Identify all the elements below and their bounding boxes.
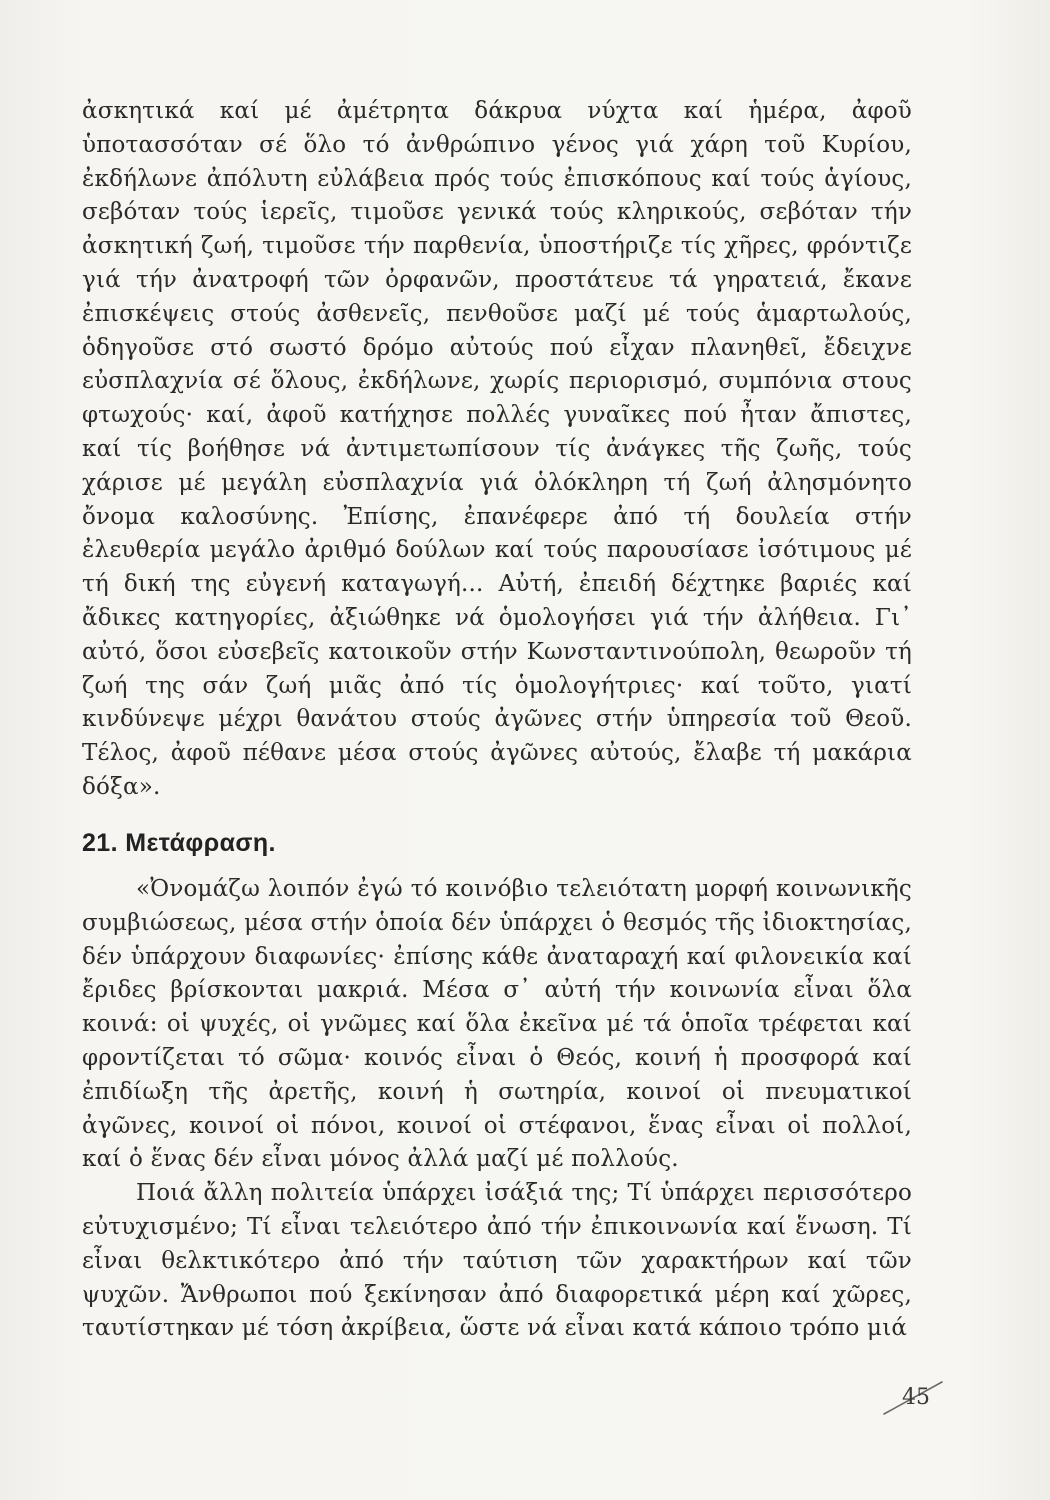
page-number: 45: [902, 1385, 930, 1410]
section-heading: 21. Μετάφραση.: [82, 829, 276, 857]
continuation-text: [82, 95, 912, 805]
translation-paragraph-1: «Ὀνομάζω λοιπόν ἐγώ τό κοινόβιο τελειότατη μορφή κοινωνικῆς συμβιώσεως, μέσα στήν ὁποία δέν ὑπάρχει ὁ θεσμός τῆς ἰδιοκτησίας, δέν ὑπάρχουν διαφωνίες· ἐπίσης κάθε ἀναταραχή καί φιλονεικία καί ἔριδες βρίσκονται μακριά. Μέσα σ᾽ αὐτή τήν κοινωνία εἶναι ὅλα κοινά: οἱ ψυχές, οἱ γνῶμες καί ὅλα ἐκεῖνα μέ τά ὁποῖα τρέφεται καί φροντίζεται τό σῶμα· κοινός εἶναι ὁ Θεός, κοινή ἡ προσφορά καί ἐπιδίωξη τῆς ἀρετῆς, κοινή ἡ σωτηρία, κοινοί οἱ πνευματικοί ἀγῶνες, κοινοί οἱ πόνοι, κοινοί οἱ στέφανοι, ἕνας εἶναι οἱ πολλοί, καί ὁ ἕνας δέν εἶναι μόνος ἀλλά μαζί μέ πολλούς.: [82, 876, 912, 1173]
continuation-paragraph: ἀσκητικά καί μέ ἀμέτρητα δάκρυα νύχτα καί ἡμέρα, ἀφοῦ ὑποτασσόταν σέ ὅλο τό ἀνθρώπινο γένος γιά χάρη τοῦ Κυρίου, ἐκδήλωνε ἀπόλυτη εὐλάβεια πρός τούς ἐπισκόπους καί τούς ἁγίους, σεβόταν τούς ἱερεῖς, τιμοῦσε γενικά τούς κληρικούς, σεβόταν τήν ἀσκητική ζωή, τιμοῦσε τήν παρθενία, ὑποστήριζε τίς χῆρες, φρόντιζε γιά τήν ἀνατροφή τῶν ὀρφανῶν, προστάτευε τά γηρατειά, ἔκανε ἐπισκέψεις στούς ἀσθενεῖς, πενθοῦσε μαζί μέ τούς ἁμαρτωλούς, ὁδηγοῦσε στό σωστό δρόμο αὐτούς πού εἶχαν πλανηθεῖ, ἔδειχνε εὐσπλαχνία σέ ὅλους, ἐκδήλωνε, χωρίς περιορισμό, συμπόνια στους φτωχούς· καί, ἀφοῦ κατήχησε πολλές γυναῖκες πού ἦταν ἄπιστες, καί τίς βοήθησε νά ἀντιμετωπίσουν τίς ἀνάγκες τῆς ζωῆς, τούς χάρισε μέ μεγάλη εὐσπλαχνία γιά ὁλόκληρη τή ζωή ἀλησμόνητο ὄνομα καλοσύνης. Ἐπίσης, ἐπανέφερε ἀπό τή δουλεία στήν ἐλευθερία μεγάλο ἀριθμό δούλων καί τούς παρουσίασε ἰσότιμους μέ τή δική της εὐγενή καταγωγή... Αὐτή, ἐπειδή δέχτηκε βαριές καί ἄδικες κατηγορίες, ἀξιώθηκε νά ὁμολογήσει γιά τήν ἀλήθεια. Γι᾽ αὐτό, ὅσοι εὐσεβεῖς κατοικοῦν στήν Κωνσταντινούπολη, θεωροῦν τή ζωή της σάν ζωή μιᾶς ἀπό τίς ὁμολογήτριες· καί τοῦτο, γιατί κινδύνεψε μέχρι θανάτου στούς ἀγῶνες στήν ὑπηρεσία τοῦ Θεοῦ. Τέλος, ἀφοῦ πέθανε μέσα στούς ἀγῶνες αὐτούς, ἔλαβε τή μακάρια δόξα».: [82, 98, 912, 800]
translation-text: [82, 873, 912, 1346]
translation-paragraph-2: Ποιά ἄλλη πολιτεία ὑπάρχει ἰσάξιά της; Τί ὑπάρχει περισσότερο εὐτυχισμένο; Τί εἶναι τελειότερο ἀπό τήν ἐπικοινωνία καί ἕνωση. Τί εἶναι θελκτικότερο ἀπό τήν ταύτιση τῶν χαρακτήρων καί τῶν ψυχῶν. Ἄνθρωποι πού ξεκίνησαν ἀπό διαφορετικά μέρη καί χῶρες, ταυτίστηκαν μέ τόση ἀκρίβεια, ὥστε νά εἶναι κατά κάποιο τρόπο μιά: [82, 1180, 912, 1342]
